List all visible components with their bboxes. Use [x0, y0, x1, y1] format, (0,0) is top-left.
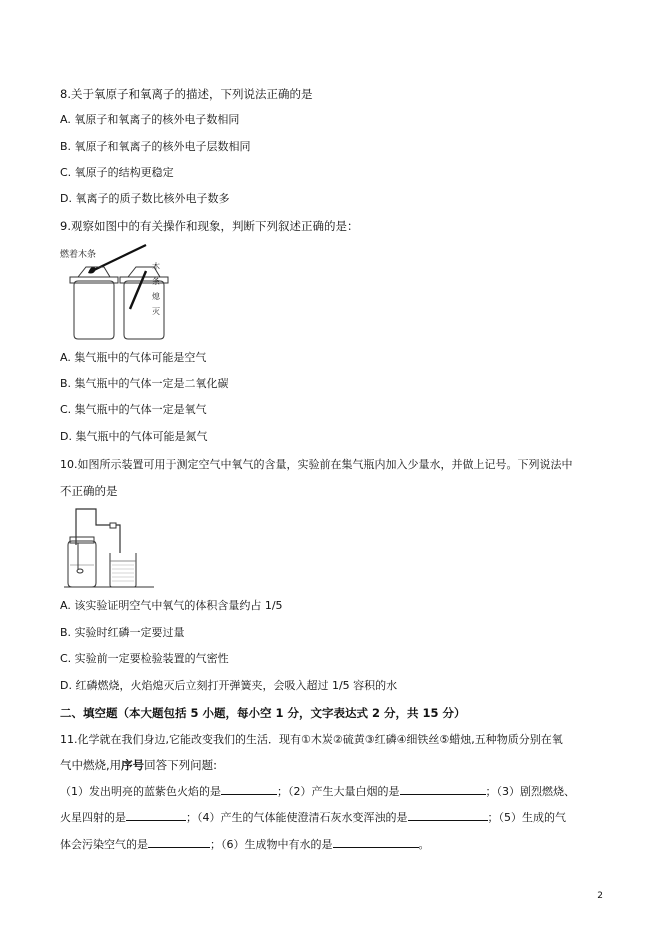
q11-q1-text: （1）发出明亮的蓝紫色火焰的是 — [60, 785, 221, 798]
q9-option-b: B. 集气瓶中的气体一定是二氧化碳 — [60, 377, 229, 390]
q11-q5-cont: 体会污染空气的是 — [60, 838, 148, 851]
q11-q3-text: ；（3）剧烈燃烧、 — [485, 785, 575, 798]
q8-option-c: C. 氧原子的结构更稳定 — [60, 166, 174, 179]
q10-apparatus-figure — [58, 503, 164, 589]
q9-option-a: A. 集气瓶中的气体可能是空气 — [60, 351, 207, 364]
section2-title: 二、填空题（本大题包括 5 小题，每小空 1 分，文字表达式 2 分，共 15 分） — [60, 706, 466, 720]
q9-figure-label-right-4: 灭 — [152, 307, 160, 316]
q11-line2-bold: 序号 — [121, 758, 145, 772]
q11-q3-cont: 火星四射的是 — [60, 811, 126, 824]
q10-option-b: B. 实验时红磷一定要过量 — [60, 626, 185, 639]
q11-line1: 11.化学就在我们身边,它能改变我们的生活．现有①木炭②硫黄③红磷④细铁丝⑤蜡烛,五种物质分别在氧 — [60, 733, 563, 746]
q9-figure-label-right-1: 木 — [152, 262, 160, 271]
q10-option-a: A. 该实验证明空气中氧气的体积含量约占 1/5 — [60, 599, 283, 612]
q11-line5 — [60, 837, 430, 852]
q11-line4 — [60, 810, 566, 825]
q11-q2-text: ；（2）产生大量白烟的是 — [277, 785, 400, 798]
q11-q5-text: ；（5）生成的气 — [487, 811, 566, 824]
q9-option-c: C. 集气瓶中的气体一定是氧气 — [60, 403, 207, 416]
q9-option-d: D. 集气瓶中的气体可能是氮气 — [60, 430, 208, 443]
q10-option-d: D. 红磷燃烧，火焰熄灭后立刻打开弹簧夹，会吸入超过 1/5 容积的水 — [60, 679, 398, 692]
q8-option-a: A. 氧原子和氧离子的核外电子数相同 — [60, 113, 240, 126]
q11-q4-text: ；（4）产生的气体能使澄清石灰水变浑浊的是 — [186, 811, 408, 824]
q11-line2-pre: 气中燃烧,用 — [60, 758, 122, 772]
q11-line2 — [60, 758, 217, 772]
q11-line3 — [60, 784, 575, 799]
answer-blank-2[interactable] — [400, 784, 486, 795]
q11-q6-text: ；（6）生成物中有水的是 — [210, 838, 333, 851]
answer-blank-4[interactable] — [408, 810, 488, 821]
q11-line2-post: 回答下列问题: — [144, 758, 218, 772]
q10-stem-line2: 不正确的是 — [60, 484, 118, 498]
answer-blank-3[interactable] — [126, 810, 186, 821]
q10-stem-line1: 10.如图所示装置可用于测定空气中氧气的含量，实验前在集气瓶内加入少量水，并做上记号。下列说法中 — [60, 458, 573, 471]
q8-option-b: B. 氧原子和氧离子的核外电子层数相同 — [60, 140, 251, 153]
q9-figure-label-left: 燃着木条 — [60, 250, 97, 260]
q9-figure — [58, 243, 178, 343]
q9-stem: 9.观察如图中的有关操作和现象，判断下列叙述正确的是： — [60, 219, 359, 233]
q11-end: 。 — [418, 838, 430, 851]
q9-figure-label-right-3: 熄 — [152, 292, 160, 301]
answer-blank-6[interactable] — [333, 837, 419, 848]
q10-option-c: C. 实验前一定要检验装置的气密性 — [60, 652, 229, 665]
answer-blank-5[interactable] — [148, 837, 210, 848]
page-number: 2 — [597, 891, 603, 901]
answer-blank-1[interactable] — [221, 784, 277, 795]
q8-option-d: D. 氧离子的质子数比核外电子数多 — [60, 192, 230, 205]
q8-stem: 8.关于氧原子和氧离子的描述，下列说法正确的是 — [60, 87, 313, 101]
q9-figure-label-right-2: 条 — [152, 277, 160, 286]
